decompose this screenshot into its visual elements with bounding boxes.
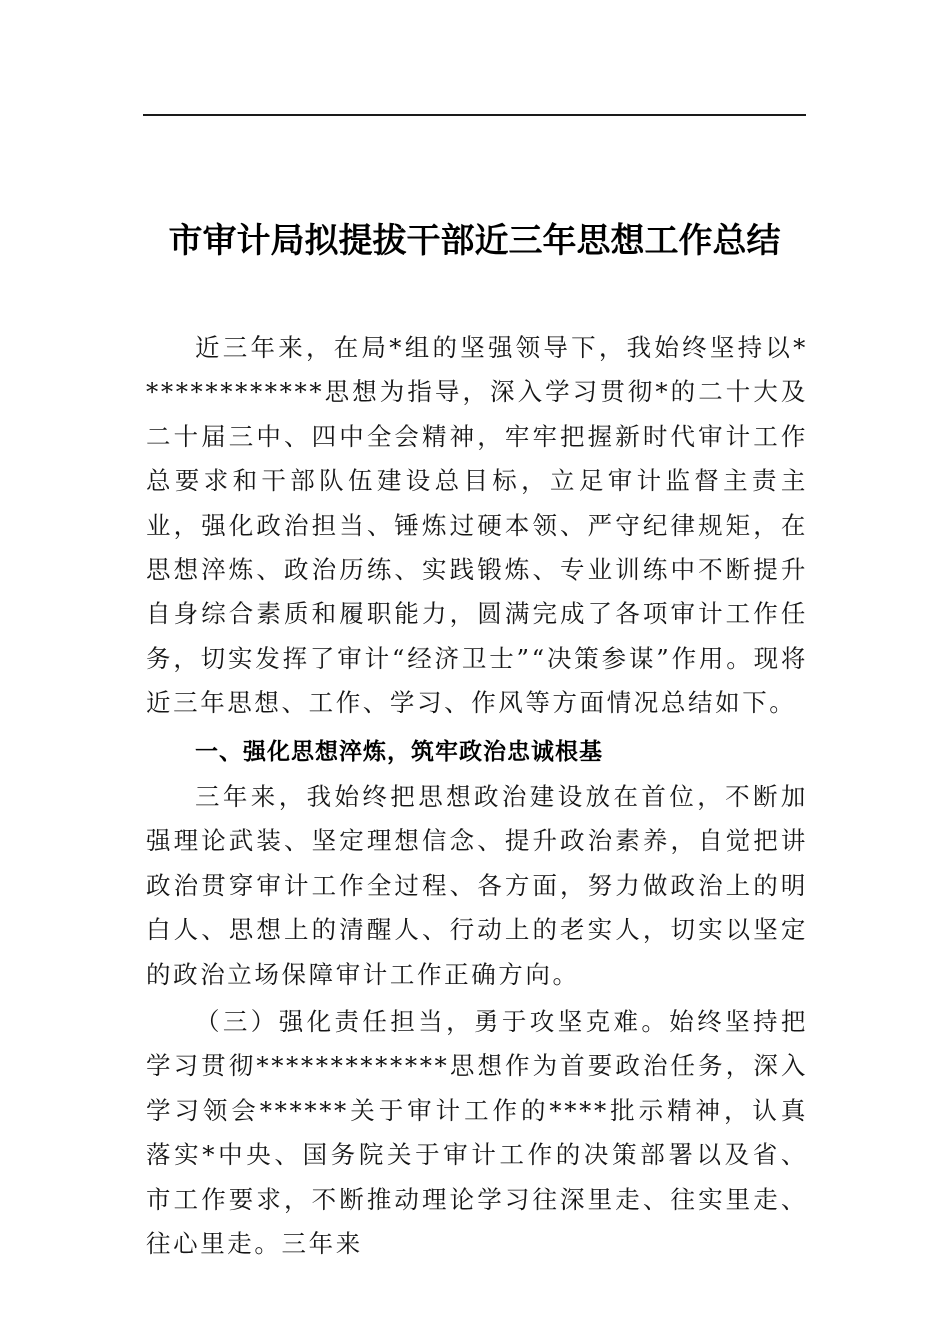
- section-heading-1: 一、强化思想淬炼，筑牢政治忠诚根基: [195, 739, 603, 765]
- subsection-3-paragraph: （三）强化责任担当，勇于攻坚克难。始终坚持把学习贯彻*************思想作为首要政治任务，深入学习领会******关于审计工作的****批示精神，认真落实*中央、国务院关于审计工作的决策部署以及省、市工作要求，不断推动理论学习往深里走、往实里走、往心里走。三年来: [146, 1007, 808, 1259]
- intro-paragraph: 近三年来，在局*组的坚强领导下，我始终坚持以*************思想为指导，深入学习贯彻*的二十大及二十届三中、四中全会精神，牢牢把握新时代审计工作总要求和干部队伍建设总目标，立足审计监督主责主业，强化政治担当、锤炼过硬本领、严守纪律规矩，在思想淬炼、政治历练、实践锻炼、专业训练中不断提升自身综合素质和履职能力，圆满完成了各项审计工作任务，切实发挥了审计“经济卫士”“决策参谋”作用。现将近三年思想、工作、学习、作风等方面情况总结如下。: [146, 333, 808, 718]
- section-1-paragraph: 三年来，我始终把思想政治建设放在首位，不断加强理论武装、坚定理想信念、提升政治素养，自觉把讲政治贯穿审计工作全过程、各方面，努力做政治上的明白人、思想上的清醒人、行动上的老实人，切实以坚定的政治立场保障审计工作正确方向。: [146, 782, 808, 989]
- header-rule: [143, 114, 806, 116]
- document-title: 市审计局拟提拔干部近三年思想工作总结: [168, 220, 781, 261]
